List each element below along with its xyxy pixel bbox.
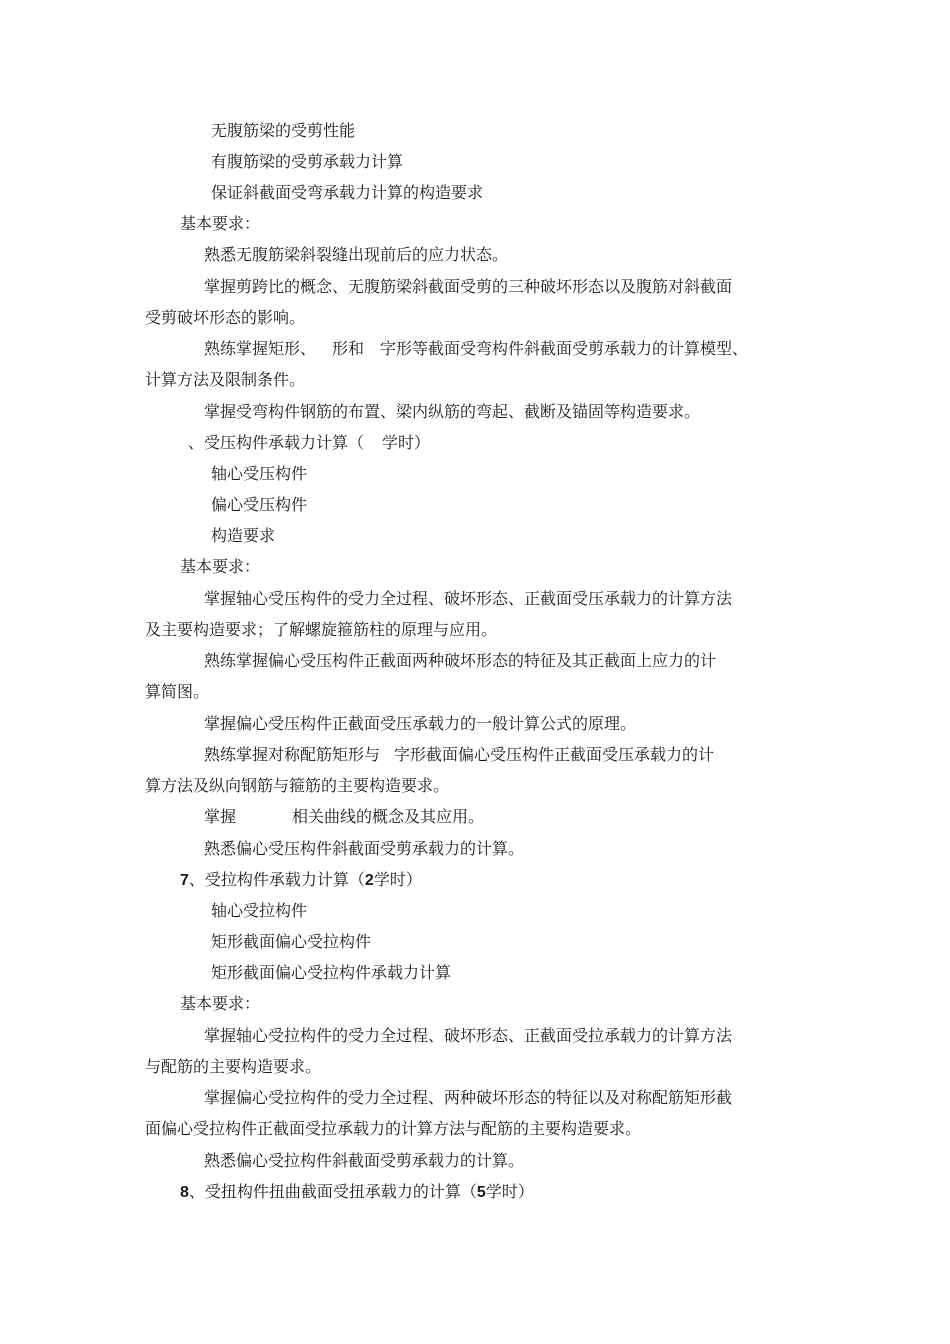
heading-text: 、受压构件承载力计算（ (188, 433, 365, 452)
text-run: 熟练掌握对称配筋矩形与 (204, 745, 381, 764)
section-number: 7 (180, 872, 189, 889)
list-item: 轴心受压构件 (211, 464, 308, 483)
paragraph-continuation: 面偏心受拉构件正截面受拉承载力的计算方法与配筋的主要构造要求。 (145, 1119, 642, 1138)
paragraph: 熟悉偏心受拉构件斜截面受剪承载力的计算。 (204, 1151, 525, 1170)
paragraph: 掌握受弯构件钢筋的布置、梁内纵筋的弯起、截断及锚固等构造要求。 (204, 402, 701, 421)
paragraph: 掌握轴心受拉构件的受力全过程、破坏形态、正截面受拉承载力的计算方法 (204, 1026, 733, 1045)
section-heading (188, 433, 430, 453)
hours-number: 2 (364, 872, 374, 889)
paragraph: 掌握偏心受拉构件的受力全过程、两种破坏形态的特征以及对称配筋矩形截 (204, 1088, 733, 1107)
paragraph-continuation: 受剪破坏形态的影响。 (145, 308, 306, 327)
paragraph-continuation: 与配筋的主要构造要求。 (145, 1057, 322, 1076)
paragraph: 熟悉无腹筋梁斜裂缝出现前后的应力状态。 (204, 245, 509, 264)
paragraph: 掌握偏心受压构件正截面受压承载力的一般计算公式的原理。 (204, 714, 637, 733)
text-run: 形和 (332, 339, 365, 358)
heading-text: 学时） (382, 433, 431, 452)
list-item: 保证斜截面受弯承载力计算的构造要求 (211, 183, 484, 202)
paragraph: 掌握轴心受压构件的受力全过程、破坏形态、正截面受压承载力的计算方法 (204, 589, 733, 608)
paragraph-continuation: 算简图。 (145, 682, 210, 701)
paragraph: 熟练掌握偏心受压构件正截面两种破坏形态的特征及其正截面上应力的计 (204, 651, 717, 670)
heading-text: 、受扭构件扭曲截面受扭承载力的计算（ (188, 1182, 477, 1201)
list-item: 构造要求 (211, 526, 276, 545)
list-item: 矩形截面偏心受拉构件承载力计算 (211, 963, 452, 982)
list-item: 偏心受压构件 (211, 495, 308, 514)
text-run: 字形等截面受弯构件斜截面受剪承载力的计算模型、 (380, 339, 749, 358)
paragraph-continuation: 及主要构造要求；了解螺旋箍筋柱的原理与应用。 (145, 620, 498, 639)
heading-text: 、受拉构件承载力计算（ (188, 870, 365, 889)
paragraph (204, 807, 484, 827)
list-item: 矩形截面偏心受拉构件 (211, 932, 372, 951)
list-item: 无腹筋梁的受剪性能 (211, 121, 356, 140)
paragraph-continuation: 算方法及纵向钢筋与箍筋的主要构造要求。 (145, 776, 450, 795)
heading-text: 学时） (373, 870, 422, 889)
requirements-label: 基本要求： (180, 214, 261, 233)
paragraph-continuation: 计算方法及限制条件。 (145, 370, 306, 389)
hours-number: 5 (476, 1184, 486, 1201)
section-heading (180, 870, 422, 891)
requirements-label: 基本要求： (180, 994, 261, 1013)
text-run: 熟练掌握矩形、 (204, 339, 317, 358)
list-item: 有腹筋梁的受剪承载力计算 (211, 152, 404, 171)
list-item: 轴心受拉构件 (211, 901, 308, 920)
text-run: 相关曲线的概念及其应用。 (292, 807, 485, 826)
paragraph: 掌握剪跨比的概念、无腹筋梁斜截面受剪的三种破坏形态以及腹筋对斜截面 (204, 277, 733, 296)
requirements-label: 基本要求： (180, 557, 261, 576)
heading-text: 学时） (485, 1182, 534, 1201)
section-number: 8 (180, 1184, 189, 1201)
paragraph (204, 339, 748, 359)
text-run: 掌握 (204, 807, 237, 826)
section-heading (180, 1182, 534, 1203)
text-run: 字形截面偏心受压构件正截面受压承载力的计 (394, 745, 715, 764)
paragraph: 熟悉偏心受压构件斜截面受剪承载力的计算。 (204, 839, 525, 858)
paragraph (204, 745, 714, 765)
